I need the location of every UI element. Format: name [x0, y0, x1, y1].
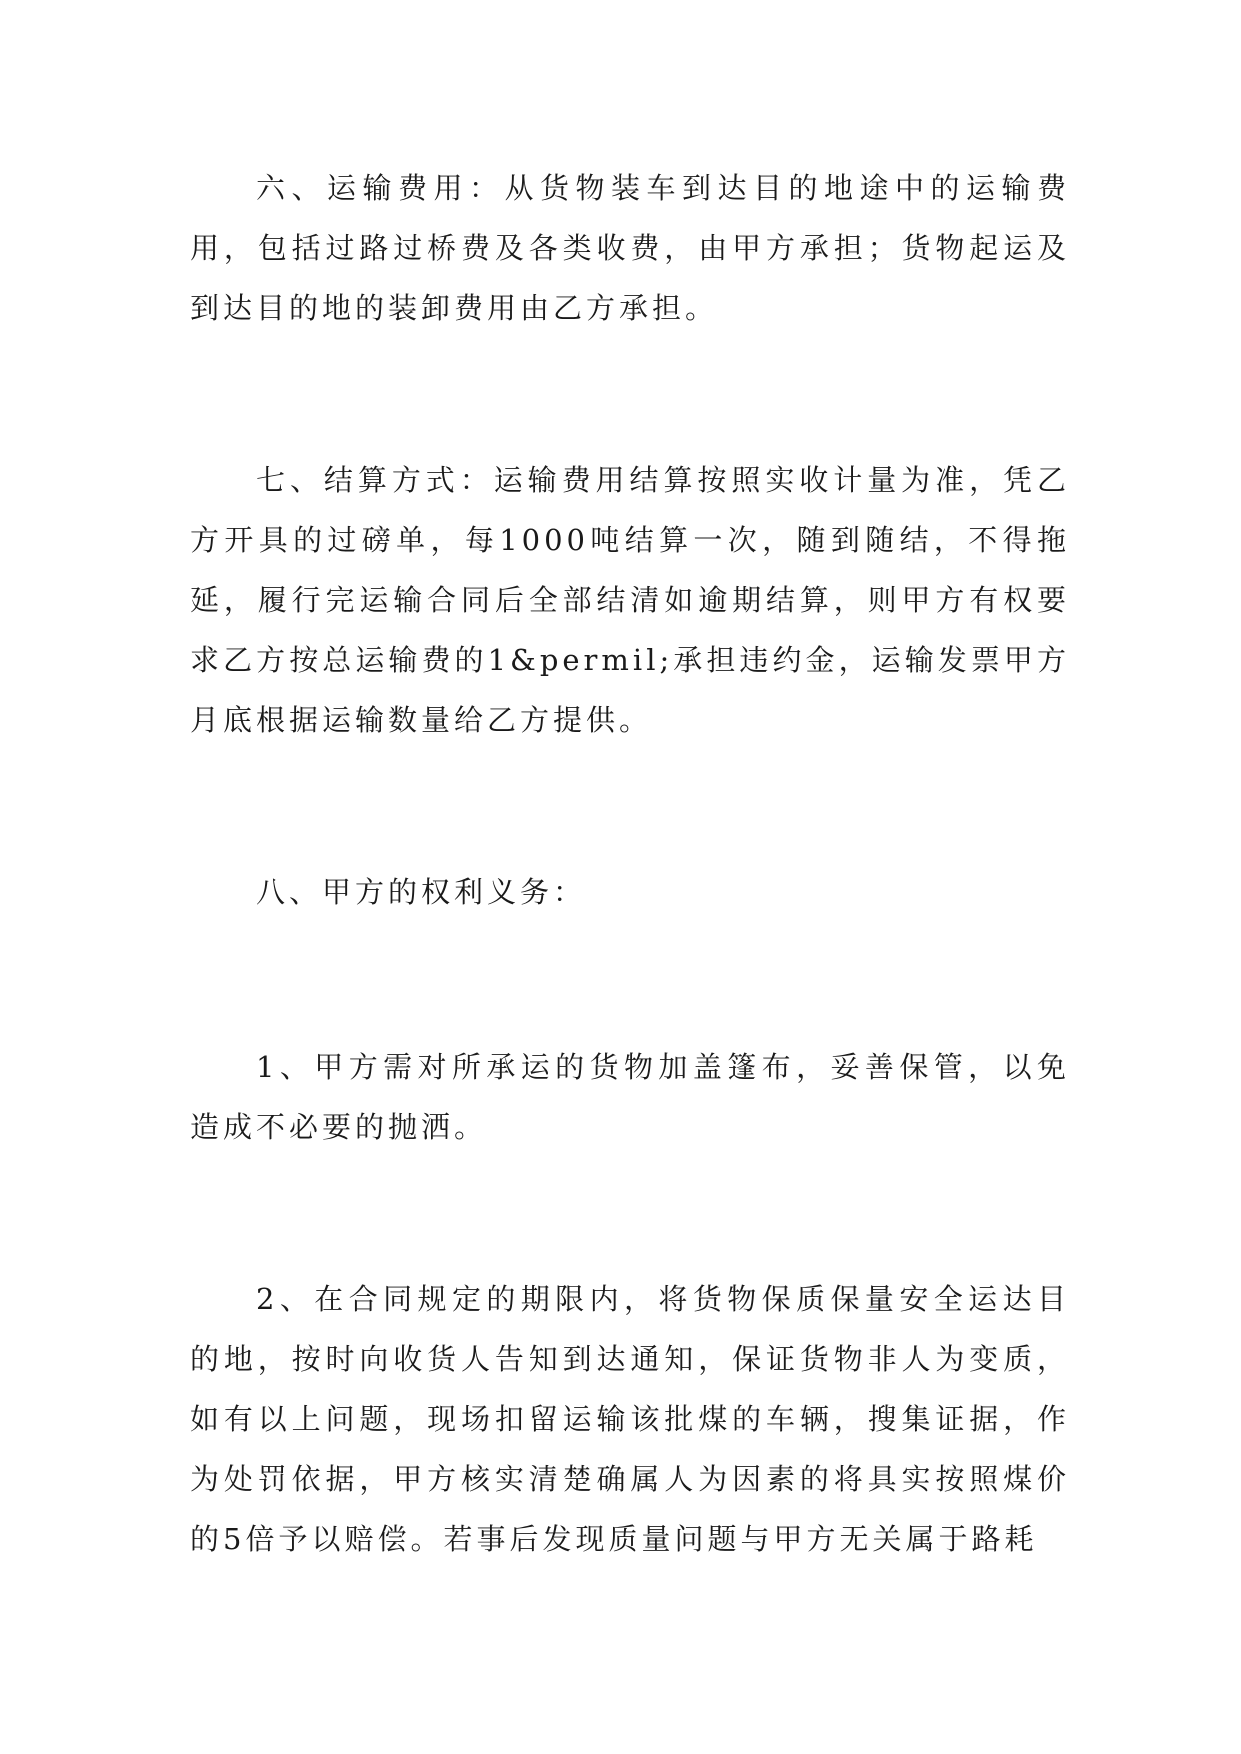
- clause-2-delivery-quality: 2、在合同规定的期限内，将货物保质保量安全运达目的地，按时向收货人告知到达通知，保证货物非人为变质，如有以上问题，现场扣留运输该批煤的车辆，搜集证据，作为处罚依据，甲方核实清楚确属人为因素的将具实按照煤价的5倍予以赔偿。若事后发现质量问题与甲方无关属于路耗: [190, 1282, 1070, 1556]
- paragraph-settlement-method: 七、结算方式：运输费用结算按照实收计量为准，凭乙方开具的过磅单，每1000吨结算一次，随到随结，不得拖延，履行完运输合同后全部结清如逾期结算，则甲方有权要求乙方按总运输费的1&permil;承担违约金，运输发票甲方月底根据运输数量给乙方提供。: [190, 463, 1070, 737]
- paragraph-transport-fees: 六、运输费用：从货物装车到达目的地途中的运输费用，包括过路过桥费及各类收费，由甲方承担；货物起运及到达目的地的装卸费用由乙方承担。: [190, 171, 1070, 325]
- clause-1-cover-goods: 1、甲方需对所承运的货物加盖篷布，妥善保管，以免造成不必要的抛洒。: [190, 1050, 1070, 1144]
- section-heading-party-a-rights: 八、甲方的权利义务：: [256, 875, 587, 909]
